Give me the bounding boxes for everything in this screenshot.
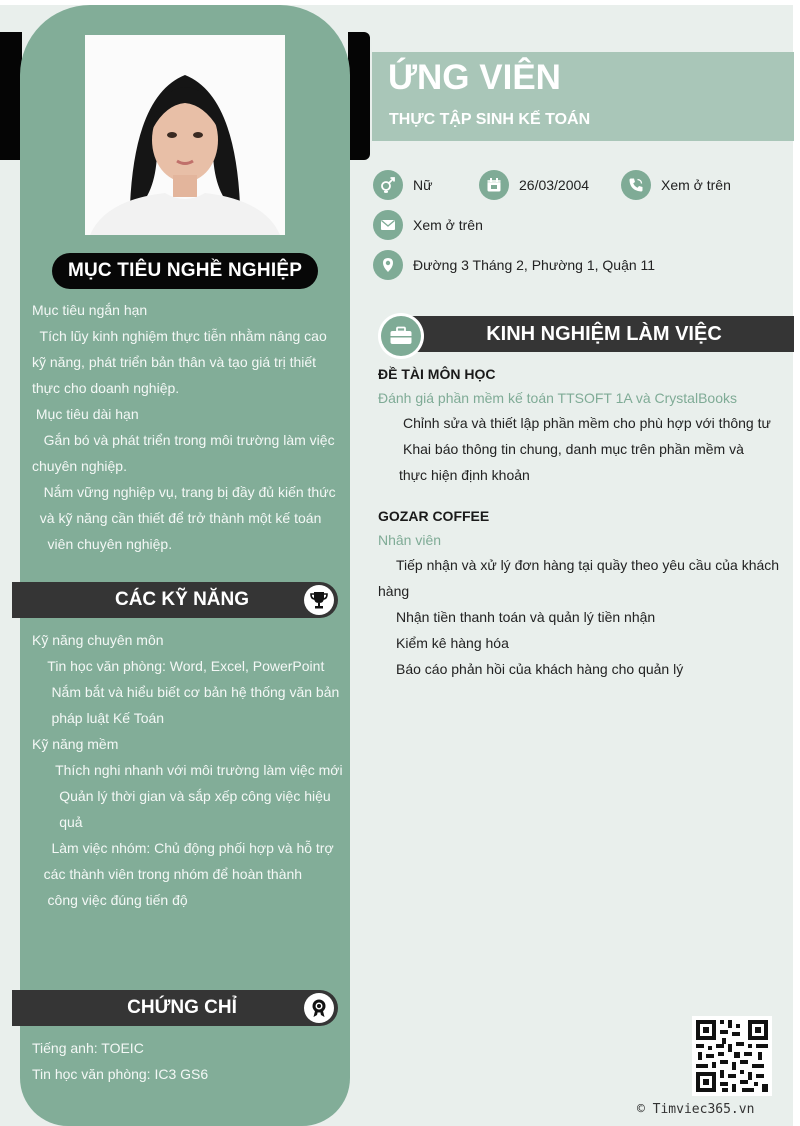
- objective-line: kỹ năng, phát triển bản thân và tạo giá trị thiết: [32, 354, 317, 370]
- job-position: Đánh giá phần mềm kế toán TTSOFT 1A và CrystalBooks: [378, 390, 737, 406]
- address-value: Đường 3 Tháng 2, Phường 1, Quận 11: [413, 257, 656, 273]
- skills-text: [32, 627, 343, 913]
- decorative-block-middle: [348, 32, 370, 160]
- objective-line: Gắn bó và phát triển trong môi trường làm việc: [32, 432, 335, 448]
- copyright-text: © Timviec365.vn: [637, 1102, 755, 1117]
- phone-icon: [621, 170, 651, 200]
- objective-line: thực cho doanh nghiệp.: [32, 380, 180, 396]
- certificate-line: Tiếng anh: TOEIC: [32, 1040, 144, 1056]
- job-duty: Báo cáo phản hồi của khách hàng cho quản lý: [396, 661, 684, 677]
- skills-title-bar: [12, 582, 338, 618]
- qr-code: [692, 1016, 772, 1096]
- job-duty: Chỉnh sửa và thiết lập phần mềm cho phù hợp với thông tư: [403, 415, 771, 431]
- certificates-title-bar: [12, 990, 338, 1026]
- job-company: ĐỀ TÀI MÔN HỌC: [378, 366, 496, 382]
- objective-line: Mục tiêu dài hạn: [32, 406, 139, 422]
- skills-line: Kỹ năng mềm: [32, 736, 119, 752]
- dob-value: 26/03/2004: [519, 177, 590, 193]
- skills-line: các thành viên trong nhóm để hoàn thành: [32, 866, 303, 882]
- gender-value: Nữ: [413, 177, 433, 193]
- skills-line: Thích nghi nhanh với môi trường làm việc mới: [32, 762, 343, 778]
- job-duty: Kiểm kê hàng hóa: [396, 635, 509, 651]
- objective-title: MỤC TIÊU NGHỀ NGHIỆP: [52, 253, 318, 289]
- gender-icon: [373, 170, 403, 200]
- skills-line: Kỹ năng chuyên môn: [32, 632, 164, 648]
- experience-title-bar: [404, 316, 794, 352]
- trophy-icon: [304, 585, 334, 615]
- skills-line: Nắm bắt và hiểu biết cơ bản hệ thống văn bản: [32, 684, 340, 700]
- certificates-text: [32, 1035, 340, 1087]
- skills-title: CÁC KỸ NĂNG: [114, 589, 250, 610]
- objective-line: chuyên nghiệp.: [32, 458, 127, 474]
- decorative-block-left: [0, 32, 22, 160]
- skills-line: Làm việc nhóm: Chủ động phối hợp và hỗ trợ: [32, 840, 334, 856]
- email-icon: [373, 210, 403, 240]
- certificates-title: CHỨNG CHỈ: [127, 997, 237, 1018]
- skills-line: Tin học văn phòng: Word, Excel, PowerPoint: [32, 658, 325, 674]
- objective-line: viên chuyên nghiệp.: [32, 536, 173, 552]
- job-duty: hàng: [378, 583, 410, 599]
- experience-title: KINH NGHIỆM LÀM VIỆC: [486, 323, 722, 345]
- candidate-name: ỨNG VIÊN: [388, 58, 561, 97]
- objective-line: Nắm vững nghiệp vụ, trang bị đầy đủ kiến thức: [32, 484, 336, 500]
- skills-line: pháp luật Kế Toán: [32, 710, 165, 726]
- job-position: Nhân viên: [378, 532, 442, 548]
- skills-line: quả: [32, 814, 83, 830]
- job-duty: thực hiện định khoản: [399, 467, 530, 483]
- job-duty: Tiếp nhận và xử lý đơn hàng tại quầy theo yêu cầu của khách: [396, 557, 780, 573]
- location-icon: [373, 250, 403, 280]
- candidate-role: THỰC TẬP SINH KẾ TOÁN: [389, 111, 591, 128]
- job-duty: Khai báo thông tin chung, danh mục trên phần mềm và: [403, 441, 744, 457]
- award-icon: [304, 993, 334, 1023]
- briefcase-icon: [378, 313, 424, 359]
- skills-line: công việc đúng tiến độ: [32, 892, 188, 908]
- avatar-photo: [85, 35, 285, 235]
- objective-text: [32, 297, 340, 557]
- phone-value: Xem ở trên: [661, 177, 731, 193]
- job-company: GOZAR COFFEE: [378, 508, 490, 524]
- certificate-line: Tin học văn phòng: IC3 GS6: [32, 1066, 209, 1082]
- skills-line: Quản lý thời gian và sắp xếp công việc hiệu: [32, 788, 331, 804]
- email-value: Xem ở trên: [413, 217, 483, 233]
- calendar-icon: [479, 170, 509, 200]
- job-duty: Nhận tiền thanh toán và quản lý tiền nhận: [396, 609, 656, 625]
- objective-line: Mục tiêu ngắn hạn: [32, 302, 148, 318]
- objective-line: và kỹ năng cần thiết để trở thành một kế toán: [32, 510, 322, 526]
- objective-line: Tích lũy kinh nghiệm thực tiễn nhằm nâng cao: [32, 328, 327, 344]
